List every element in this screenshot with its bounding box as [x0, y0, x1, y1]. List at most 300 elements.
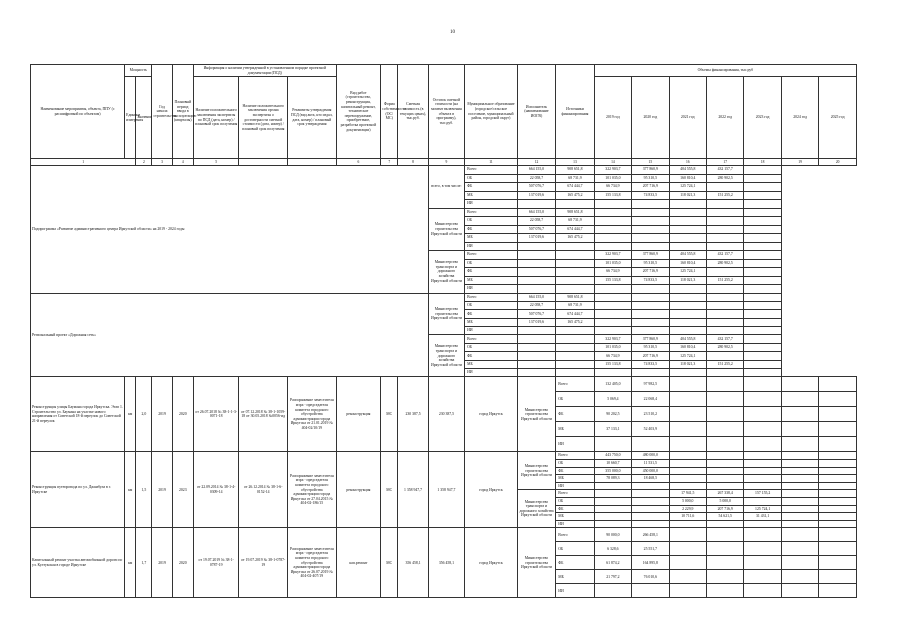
object-mun: город Иркутск	[465, 528, 518, 598]
funding-cell	[744, 183, 781, 192]
funding-cell: 674 444,7	[556, 310, 594, 318]
funding-cell: 2 229,9	[669, 505, 706, 513]
funding-cell	[706, 528, 743, 542]
funding-cell: 78 089,3	[594, 475, 631, 483]
funding-cell	[632, 234, 669, 243]
source-cell: ИИ	[556, 437, 594, 452]
funding-cell	[744, 475, 781, 483]
header-pd-approval: Реквизиты утверждения ПСД (вид акта, кто издал, дата, номер) / плановый срок утверждения	[288, 77, 337, 159]
funding-cell	[781, 505, 818, 513]
funding-cell	[744, 369, 781, 377]
source-cell: ОБ	[465, 217, 518, 226]
source-cell: ОБ	[465, 301, 518, 309]
funding-cell	[744, 293, 781, 301]
funding-cell: 97 982,5	[632, 377, 669, 392]
funding-cell	[594, 217, 631, 226]
column-number: 9	[428, 159, 464, 166]
source-cell: Всего	[465, 208, 518, 217]
funding-cell	[669, 200, 706, 209]
funding-cell: 280 902,5	[706, 174, 743, 183]
funding-cell: 25 551,7	[632, 542, 669, 556]
funding-cell: 266 458,1	[632, 528, 669, 542]
funding-cell	[594, 327, 631, 335]
funding-cell: 74 833,5	[632, 276, 669, 285]
funding-cell	[706, 584, 743, 598]
column-number: 12	[517, 159, 555, 166]
funding-cell	[744, 570, 781, 584]
funding-cell	[706, 369, 743, 377]
funding-cell	[706, 242, 743, 251]
source-cell: Всего	[556, 490, 594, 498]
funding-cell: 377 860,9	[632, 335, 669, 343]
executor-cell: Министерство строительства Иркутской области	[517, 377, 555, 452]
header-remain: Остаток сметной стоимости (на момент включения объекта в программу), тыс.руб.	[428, 65, 464, 159]
funding-cell	[706, 200, 743, 209]
funding-cell	[669, 570, 706, 584]
header-year-2024: 2024 год	[781, 77, 818, 159]
header-executor: Исполнитель (наименование ИОГВ)	[517, 65, 555, 159]
funding-cell	[706, 352, 743, 360]
funding-cell: 155 133,8	[594, 360, 631, 368]
funding-cell	[819, 392, 857, 407]
header-name: Наименование мероприятия, объекта, ППУ (с расшифровкой по объектам)	[31, 65, 125, 159]
header-pd-expertise: Наличие положительного заключения экспертизы по ПСД (дата, номер) / плановый срок получения	[193, 77, 239, 159]
source-cell: ОБ	[556, 497, 594, 505]
funding-cell	[706, 570, 743, 584]
column-number	[288, 159, 337, 166]
source-cell: ИИ	[556, 482, 594, 490]
funding-cell	[594, 301, 631, 309]
object-estimate: 356 458,1	[398, 528, 428, 598]
funding-cell: 61 874,2	[594, 556, 631, 570]
funding-cell	[594, 225, 631, 234]
funding-cell: 68 731,9	[556, 301, 594, 309]
header-municipality: Муниципальное образование (городское/сельское поселение, муниципальный район, городской округ)	[465, 65, 518, 159]
funding-cell	[819, 570, 857, 584]
column-number: 18	[744, 159, 781, 166]
funding-cell	[632, 497, 669, 505]
column-number: 19	[781, 159, 818, 166]
funding-cell	[556, 352, 594, 360]
object-plan: 2020	[172, 528, 193, 598]
object-unit: км	[125, 377, 136, 452]
funding-cell	[744, 200, 781, 209]
funding-cell	[517, 268, 555, 277]
section-name: Подпрограмма «Развитие административного центра Иркутской области» на 2019 - 2024 годы	[31, 166, 429, 294]
table-row	[31, 293, 857, 301]
funding-cell	[669, 407, 706, 422]
funding-cell	[632, 584, 669, 598]
funding-cell: 66 734,9	[594, 268, 631, 277]
funding-cell: 908 651,8	[556, 166, 594, 175]
funding-cell: 450 000,0	[632, 467, 669, 475]
header-year-2023: 2023 год	[744, 77, 781, 159]
object-cost: от 19.07.2019 № 38-1-0787-19	[239, 528, 288, 598]
funding-cell	[594, 437, 631, 452]
funding-cell	[517, 369, 555, 377]
funding-cell	[556, 343, 594, 351]
funding-cell	[744, 285, 781, 294]
funding-cell	[556, 200, 594, 209]
object-cost: от 26.12.2014 № 38-1-6-0152-14	[239, 452, 288, 528]
object-own: МС	[381, 377, 398, 452]
funding-cell	[594, 242, 631, 251]
funding-cell: 74 833,5	[632, 360, 669, 368]
funding-cell	[594, 584, 631, 598]
funding-cell	[744, 343, 781, 351]
funding-cell	[669, 242, 706, 251]
funding-cell	[632, 293, 669, 301]
source-cell: ОБ	[465, 259, 518, 268]
funding-cell: 5 069,4	[594, 392, 631, 407]
funding-cell: 5 000,0	[706, 497, 743, 505]
funding-cell	[706, 268, 743, 277]
funding-cell	[744, 301, 781, 309]
table-row	[31, 528, 857, 542]
funding-cell	[744, 251, 781, 260]
funding-cell	[517, 335, 555, 343]
funding-cell	[781, 528, 818, 542]
header-year-2019: 2019 год	[594, 77, 631, 159]
executor-cell: Министерство транспорта и дорожного хозяйства Иркутской области	[428, 335, 464, 377]
funding-cell: 125 724,1	[669, 352, 706, 360]
funding-cell	[517, 276, 555, 285]
funding-cell	[632, 327, 669, 335]
funding-cell: 507 076,7	[517, 310, 555, 318]
funding-cell	[706, 183, 743, 192]
source-cell: ФБ	[465, 183, 518, 192]
funding-cell: 54 621,5	[706, 513, 743, 521]
funding-cell	[632, 318, 669, 326]
executor-cell: всего, в том числе:	[428, 166, 464, 209]
column-number: 14	[594, 159, 631, 166]
funding-cell	[517, 251, 555, 260]
funding-cell	[706, 556, 743, 570]
object-name: Реконструкция улицы Баумана города Иркутска. Этап 1. Строительство ул. Баумана на участке нового направления от Советской 18-й переулок до Советской 21-й переулок	[31, 377, 125, 452]
funding-cell: 52 403,9	[632, 422, 669, 437]
source-cell: ИИ	[465, 285, 518, 294]
funding-cell: 22 068,4	[632, 392, 669, 407]
object-estimate: 1 358 947,7	[398, 452, 428, 528]
source-cell: Всего	[556, 452, 594, 460]
header-estimate: Сметная стоимость (в текущих ценах), тыс.руб.	[398, 65, 428, 159]
funding-cell	[669, 377, 706, 392]
executor-cell: Министерство строительства Иркутской области	[428, 293, 464, 335]
object-value: 1,7	[136, 528, 152, 598]
funding-cell	[632, 482, 669, 490]
funding-cell: 908 651,8	[556, 293, 594, 301]
funding-cell: 404 555,8	[669, 335, 706, 343]
funding-cell	[744, 497, 781, 505]
funding-cell	[632, 285, 669, 294]
funding-cell: 66 734,9	[594, 183, 631, 192]
executor-cell: Министерство строительства Иркутской области	[428, 208, 464, 251]
funding-cell: 155 133,8	[594, 191, 631, 200]
funding-cell	[706, 301, 743, 309]
funding-cell: 11 531,5	[632, 460, 669, 468]
funding-cell	[594, 369, 631, 377]
object-approval: Распоряжение заместителя мэра - председателя комитета городского обустройства администрации города Иркутска от 27.04.2015 № 404-02-186/15	[288, 452, 337, 528]
funding-cell	[819, 475, 857, 483]
funding-cell	[632, 208, 669, 217]
funding-cell	[706, 467, 743, 475]
funding-cell	[781, 377, 818, 392]
funding-cell: 10 660,7	[594, 460, 631, 468]
funding-cell: 95 310,5	[632, 174, 669, 183]
funding-cell	[706, 482, 743, 490]
funding-cell: 22 058,7	[517, 174, 555, 183]
funding-cell: 132 405,0	[594, 377, 631, 392]
funding-cell	[632, 225, 669, 234]
column-number: 2	[136, 159, 152, 166]
object-own: МС	[381, 452, 398, 528]
funding-cell	[706, 377, 743, 392]
object-name: Реконструкция путепровода по ул. Джамбула в г. Иркутске	[31, 452, 125, 528]
funding-cell: 432 157,7	[706, 251, 743, 260]
funding-cell	[781, 467, 818, 475]
executor-cell: Министерство строительства Иркутской области	[517, 528, 555, 598]
header-year-2025: 2025 год	[819, 77, 857, 159]
source-cell: ФБ	[556, 467, 594, 475]
funding-cell	[744, 460, 781, 468]
funding-cell	[556, 259, 594, 268]
funding-cell	[819, 490, 857, 498]
funding-cell	[744, 242, 781, 251]
funding-cell: 118 021,3	[669, 360, 706, 368]
funding-cell: 207 716,9	[706, 505, 743, 513]
funding-cell: 674 444,7	[556, 225, 594, 234]
funding-cell	[706, 293, 743, 301]
funding-cell: 155 133,8	[594, 276, 631, 285]
funding-cell	[669, 327, 706, 335]
funding-cell	[556, 285, 594, 294]
funding-cell	[744, 467, 781, 475]
funding-cell	[706, 285, 743, 294]
funding-cell	[819, 452, 857, 460]
funding-cell: 507 076,7	[517, 183, 555, 192]
funding-cell: 90 000,0	[594, 528, 631, 542]
funding-cell	[744, 268, 781, 277]
funding-cell	[706, 542, 743, 556]
funding-cell: 23 510,2	[632, 407, 669, 422]
funding-cell: 137 019,6	[517, 318, 555, 326]
source-cell: ОБ	[465, 174, 518, 183]
funding-cell	[594, 482, 631, 490]
funding-cell	[781, 542, 818, 556]
page-number: 10	[450, 30, 455, 35]
source-cell: ОБ	[465, 343, 518, 351]
funding-cell	[819, 460, 857, 468]
funding-cell: 377 860,9	[632, 251, 669, 260]
source-cell: ИИ	[556, 520, 594, 528]
funding-cell	[781, 437, 818, 452]
funding-cell	[594, 310, 631, 318]
object-start: 2019	[152, 377, 172, 452]
source-cell: Всего	[465, 251, 518, 260]
object-unit: км	[125, 528, 136, 598]
header-pd-cost: Наличие положительного заключения органа экспертизы о достоверности сметной стоимости (дата, номер) / плановый срок получения	[239, 77, 288, 159]
funding-cell	[594, 293, 631, 301]
object-start: 2019	[152, 528, 172, 598]
funding-cell	[781, 392, 818, 407]
funding-cell: 22 058,7	[517, 301, 555, 309]
funding-cell: 322 903,7	[594, 251, 631, 260]
source-cell: МБ	[465, 318, 518, 326]
funding-cell	[781, 513, 818, 521]
funding-cell	[632, 242, 669, 251]
funding-cell	[781, 520, 818, 528]
funding-cell	[632, 490, 669, 498]
funding-cell	[781, 490, 818, 498]
funding-cell	[744, 335, 781, 343]
funding-cell	[669, 556, 706, 570]
source-cell: ИИ	[556, 584, 594, 598]
funding-cell: 674 444,7	[556, 183, 594, 192]
funding-cell	[632, 437, 669, 452]
funding-cell	[632, 505, 669, 513]
funding-cell	[744, 318, 781, 326]
funding-cell: 17 941,5	[669, 490, 706, 498]
program-table	[30, 64, 857, 598]
funding-cell	[744, 542, 781, 556]
funding-cell: 322 903,7	[594, 166, 631, 175]
column-number: 11	[465, 159, 518, 166]
source-cell: МБ	[556, 422, 594, 437]
funding-cell	[744, 437, 781, 452]
funding-cell	[744, 166, 781, 175]
funding-cell	[744, 259, 781, 268]
funding-cell	[517, 360, 555, 368]
funding-cell	[744, 217, 781, 226]
object-plan: 2023	[172, 452, 193, 528]
funding-cell	[669, 301, 706, 309]
executor-cell: Министерство строительства Иркутской области	[517, 452, 555, 490]
column-number: 7	[381, 159, 398, 166]
funding-cell	[556, 360, 594, 368]
source-cell: Всего	[556, 377, 594, 392]
source-cell: Всего	[465, 166, 518, 175]
funding-cell: 280 902,5	[706, 343, 743, 351]
funding-cell	[744, 482, 781, 490]
source-cell: ФБ	[465, 352, 518, 360]
funding-cell: 160 810,4	[669, 259, 706, 268]
column-number: 13	[556, 159, 594, 166]
funding-cell	[517, 343, 555, 351]
funding-cell: 31 431,1	[744, 513, 781, 521]
funding-cell	[706, 452, 743, 460]
funding-cell	[819, 497, 857, 505]
funding-cell	[744, 528, 781, 542]
funding-cell: 101 035,0	[594, 259, 631, 268]
funding-cell: 37 133,1	[594, 422, 631, 437]
funding-cell: 118 021,3	[669, 276, 706, 285]
funding-cell	[632, 369, 669, 377]
funding-cell	[744, 392, 781, 407]
funding-cell	[819, 482, 857, 490]
header-year-2021: 2021 год	[669, 77, 706, 159]
funding-cell	[669, 208, 706, 217]
funding-cell	[517, 259, 555, 268]
funding-cell	[669, 422, 706, 437]
funding-cell	[706, 407, 743, 422]
funding-cell	[819, 467, 857, 475]
funding-cell: 404 555,8	[669, 251, 706, 260]
funding-cell	[781, 584, 818, 598]
funding-cell	[669, 285, 706, 294]
funding-cell: 443 750,0	[594, 452, 631, 460]
funding-cell	[781, 482, 818, 490]
header-cap-value: Значение	[136, 77, 152, 159]
funding-cell: 151 255,2	[706, 360, 743, 368]
source-cell: ОБ	[556, 392, 594, 407]
funding-cell	[669, 584, 706, 598]
funding-cell	[669, 460, 706, 468]
funding-cell: 908 651,8	[556, 208, 594, 217]
funding-cell: 164 895,8	[632, 556, 669, 570]
funding-cell	[744, 234, 781, 243]
funding-cell	[556, 327, 594, 335]
source-cell: ФБ	[465, 225, 518, 234]
funding-cell	[517, 352, 555, 360]
column-number: 3	[152, 159, 172, 166]
funding-cell: 95 310,5	[632, 259, 669, 268]
funding-cell	[781, 570, 818, 584]
object-approval: Распоряжение заместителя мэра - председателя комитета городского обустройства администрации города Иркутска от 21.01.2019 № 404-02/10/19	[288, 377, 337, 452]
funding-cell	[781, 556, 818, 570]
executor-cell: Министерство транспорта и дорожного хозяйства Иркутской области	[517, 490, 555, 528]
funding-cell	[819, 528, 857, 542]
source-cell: ФБ	[556, 556, 594, 570]
source-cell: Всего	[465, 293, 518, 301]
column-number: 1	[31, 159, 136, 166]
header-sources: Источники финансирования	[556, 65, 594, 159]
funding-cell: 137 019,6	[517, 191, 555, 200]
funding-cell	[819, 407, 857, 422]
funding-cell: 74 833,5	[632, 191, 669, 200]
funding-cell	[706, 225, 743, 234]
executor-cell: Министерство транспорта и дорожного хозяйства Иркутской области	[428, 251, 464, 294]
funding-cell	[517, 242, 555, 251]
funding-cell	[744, 360, 781, 368]
funding-cell	[744, 584, 781, 598]
funding-cell: 432 157,7	[706, 335, 743, 343]
object-remain: 1 358 947,7	[428, 452, 464, 528]
funding-cell	[819, 437, 857, 452]
header-pd-group: Информация о наличии утвержденной в установленном порядке проектной документации (ПСД)	[193, 65, 336, 77]
funding-cell: 118 021,3	[669, 191, 706, 200]
funding-cell	[517, 327, 555, 335]
funding-cell	[669, 225, 706, 234]
column-number: 4	[172, 159, 193, 166]
funding-cell: 480 000,0	[632, 452, 669, 460]
header-start-year: Год начала строительства	[152, 65, 172, 159]
funding-cell: 151 255,2	[706, 191, 743, 200]
funding-cell: 90 202,5	[594, 407, 631, 422]
funding-cell: 101 035,0	[594, 343, 631, 351]
column-number-row	[31, 159, 857, 166]
funding-cell	[594, 520, 631, 528]
funding-cell	[669, 217, 706, 226]
header-plan-year: Плановый период ввода в эксплуатацию (кварталы)	[172, 65, 193, 159]
funding-cell	[669, 482, 706, 490]
funding-cell	[781, 497, 818, 505]
funding-cell	[706, 318, 743, 326]
object-mun: город Иркутск	[465, 452, 518, 528]
funding-cell	[744, 174, 781, 183]
funding-cell	[781, 422, 818, 437]
object-unit: км	[125, 452, 136, 528]
column-number: 16	[669, 159, 706, 166]
